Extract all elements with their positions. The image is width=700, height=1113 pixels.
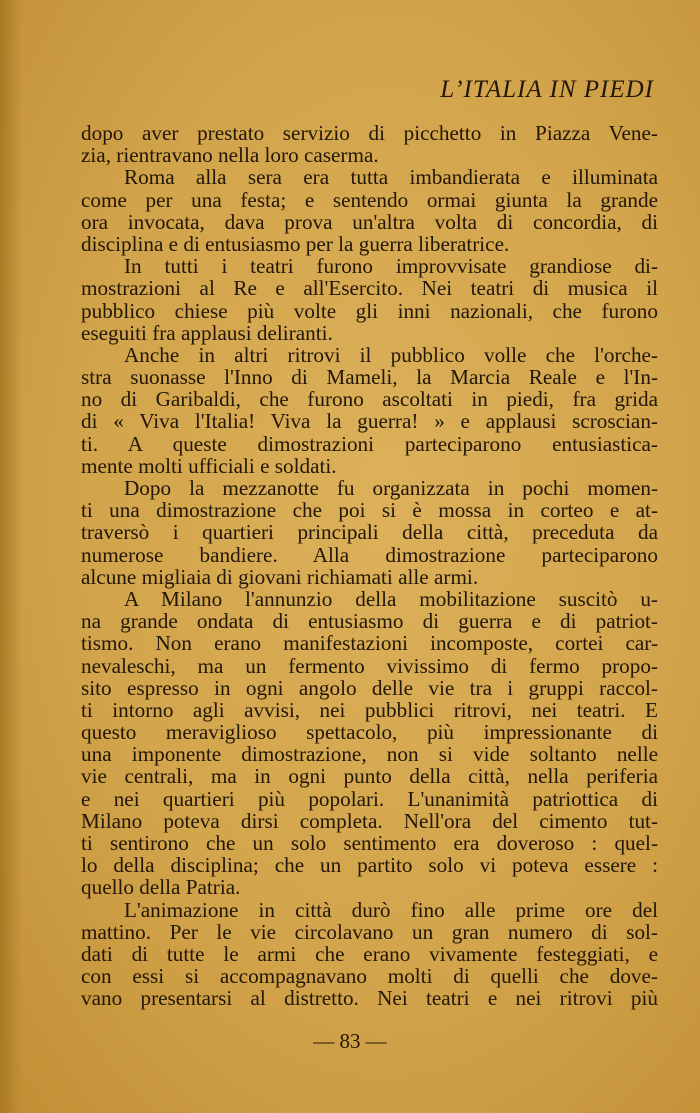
text-line: numerose bandiere. Alla dimostrazione parteciparono	[81, 542, 658, 567]
text-line: pubblico chiese più volte gli inni nazionali, che furono	[81, 298, 658, 323]
text-line: traversò i quartieri principali della città, preceduta da	[81, 520, 658, 545]
text-line: ti sentirono che un solo sentimento era doveroso : quel-	[81, 831, 658, 855]
text-line: sito espresso in ogni angolo delle vie tra i gruppi raccol-	[81, 675, 658, 700]
text-line: disciplina e di entusiasmo per la guerra liberatrice.	[81, 231, 510, 256]
text-line: mente molti ufficiali e soldati.	[81, 453, 337, 478]
text-line: nevaleschi, ma un fermento vivissimo di fermo propo-	[81, 653, 658, 678]
text-line: di « Viva l'Italia! Viva la guerra! » e applausi scroscian-	[81, 409, 658, 434]
text-line: quello della Patria.	[81, 875, 241, 900]
text-line: In tutti i teatri furono improvvisate grandiose di-	[124, 254, 658, 279]
text-line: Anche in altri ritrovi il pubblico volle che l'orche-	[124, 342, 658, 367]
text-line: mattino. Per le vie circolavano un gran numero di sol-	[81, 919, 658, 944]
text-line: Dopo la mezzanotte fu organizzata in pochi momen-	[124, 476, 658, 500]
text-line: zia, rientravano nella loro caserma.	[81, 143, 379, 168]
text-line: come per una festa; e sentendo ormai giunta la grande	[81, 187, 658, 212]
text-line: dopo aver prestato servizio di picchetto in Piazza Vene-	[81, 121, 658, 145]
text-line: e nei quartieri più popolari. L'unanimità patriottica di	[81, 786, 658, 811]
text-line: stra suonasse l'Inno di Mameli, la Marcia Reale e l'In-	[81, 365, 658, 390]
text-line: Roma alla sera era tutta imbandierata e illuminata	[124, 165, 658, 190]
text-line: lo della disciplina; che un partito solo vi poteva essere :	[81, 853, 658, 878]
text-line: ti. A queste dimostrazioni parteciparono entusiastica-	[81, 431, 658, 456]
text-line: vano presentarsi al distretto. Nei teatri e nei ritrovi più	[81, 986, 658, 1011]
text-line: ti una dimostrazione che poi si è mossa in corteo e at-	[81, 498, 658, 523]
text-line: no di Garibaldi, che furono ascoltati in piedi, fra grida	[81, 387, 658, 412]
text-line: eseguiti fra applausi deliranti.	[81, 320, 333, 345]
text-line: una imponente dimostrazione, non si vide soltanto nelle	[81, 742, 658, 767]
text-line: A Milano l'annunzio della mobilitazione suscitò u-	[124, 586, 658, 611]
text-line: vie centrali, ma in ogni punto della città, nella periferia	[81, 764, 658, 789]
text-line: Milano poteva dirsi completa. Nell'ora del cimento tut-	[81, 808, 658, 833]
text-line: L'animazione in città durò fino alle prime ore del	[124, 897, 658, 922]
body-text	[81, 122, 658, 1010]
text-line: questo meraviglioso spettacolo, più impressionante di	[81, 720, 658, 745]
text-line: mostrazioni al Re e all'Esercito. Nei teatri di musica il	[81, 276, 658, 301]
running-title: L’ITALIA IN PIEDI	[440, 76, 654, 103]
text-line: tismo. Non erano manifestazioni incomposte, cortei car-	[81, 631, 658, 656]
text-line: na grande ondata di entusiasmo di guerra e di patriot-	[81, 609, 658, 634]
text-line: dati di tutte le armi che erano vivamente festeggiati, e	[81, 941, 658, 966]
text-line: con essi si accompagnavano molti di quelli che dove-	[81, 964, 658, 989]
text-line: ti intorno agli avvisi, nei pubblici ritrovi, nei teatri. E	[81, 697, 658, 722]
text-line: ora invocata, dava prova un'altra volta di concordia, di	[81, 209, 658, 234]
text-line: alcune migliaia di giovani richiamati alle armi.	[81, 564, 479, 589]
page-number: — 83 —	[313, 1029, 387, 1053]
